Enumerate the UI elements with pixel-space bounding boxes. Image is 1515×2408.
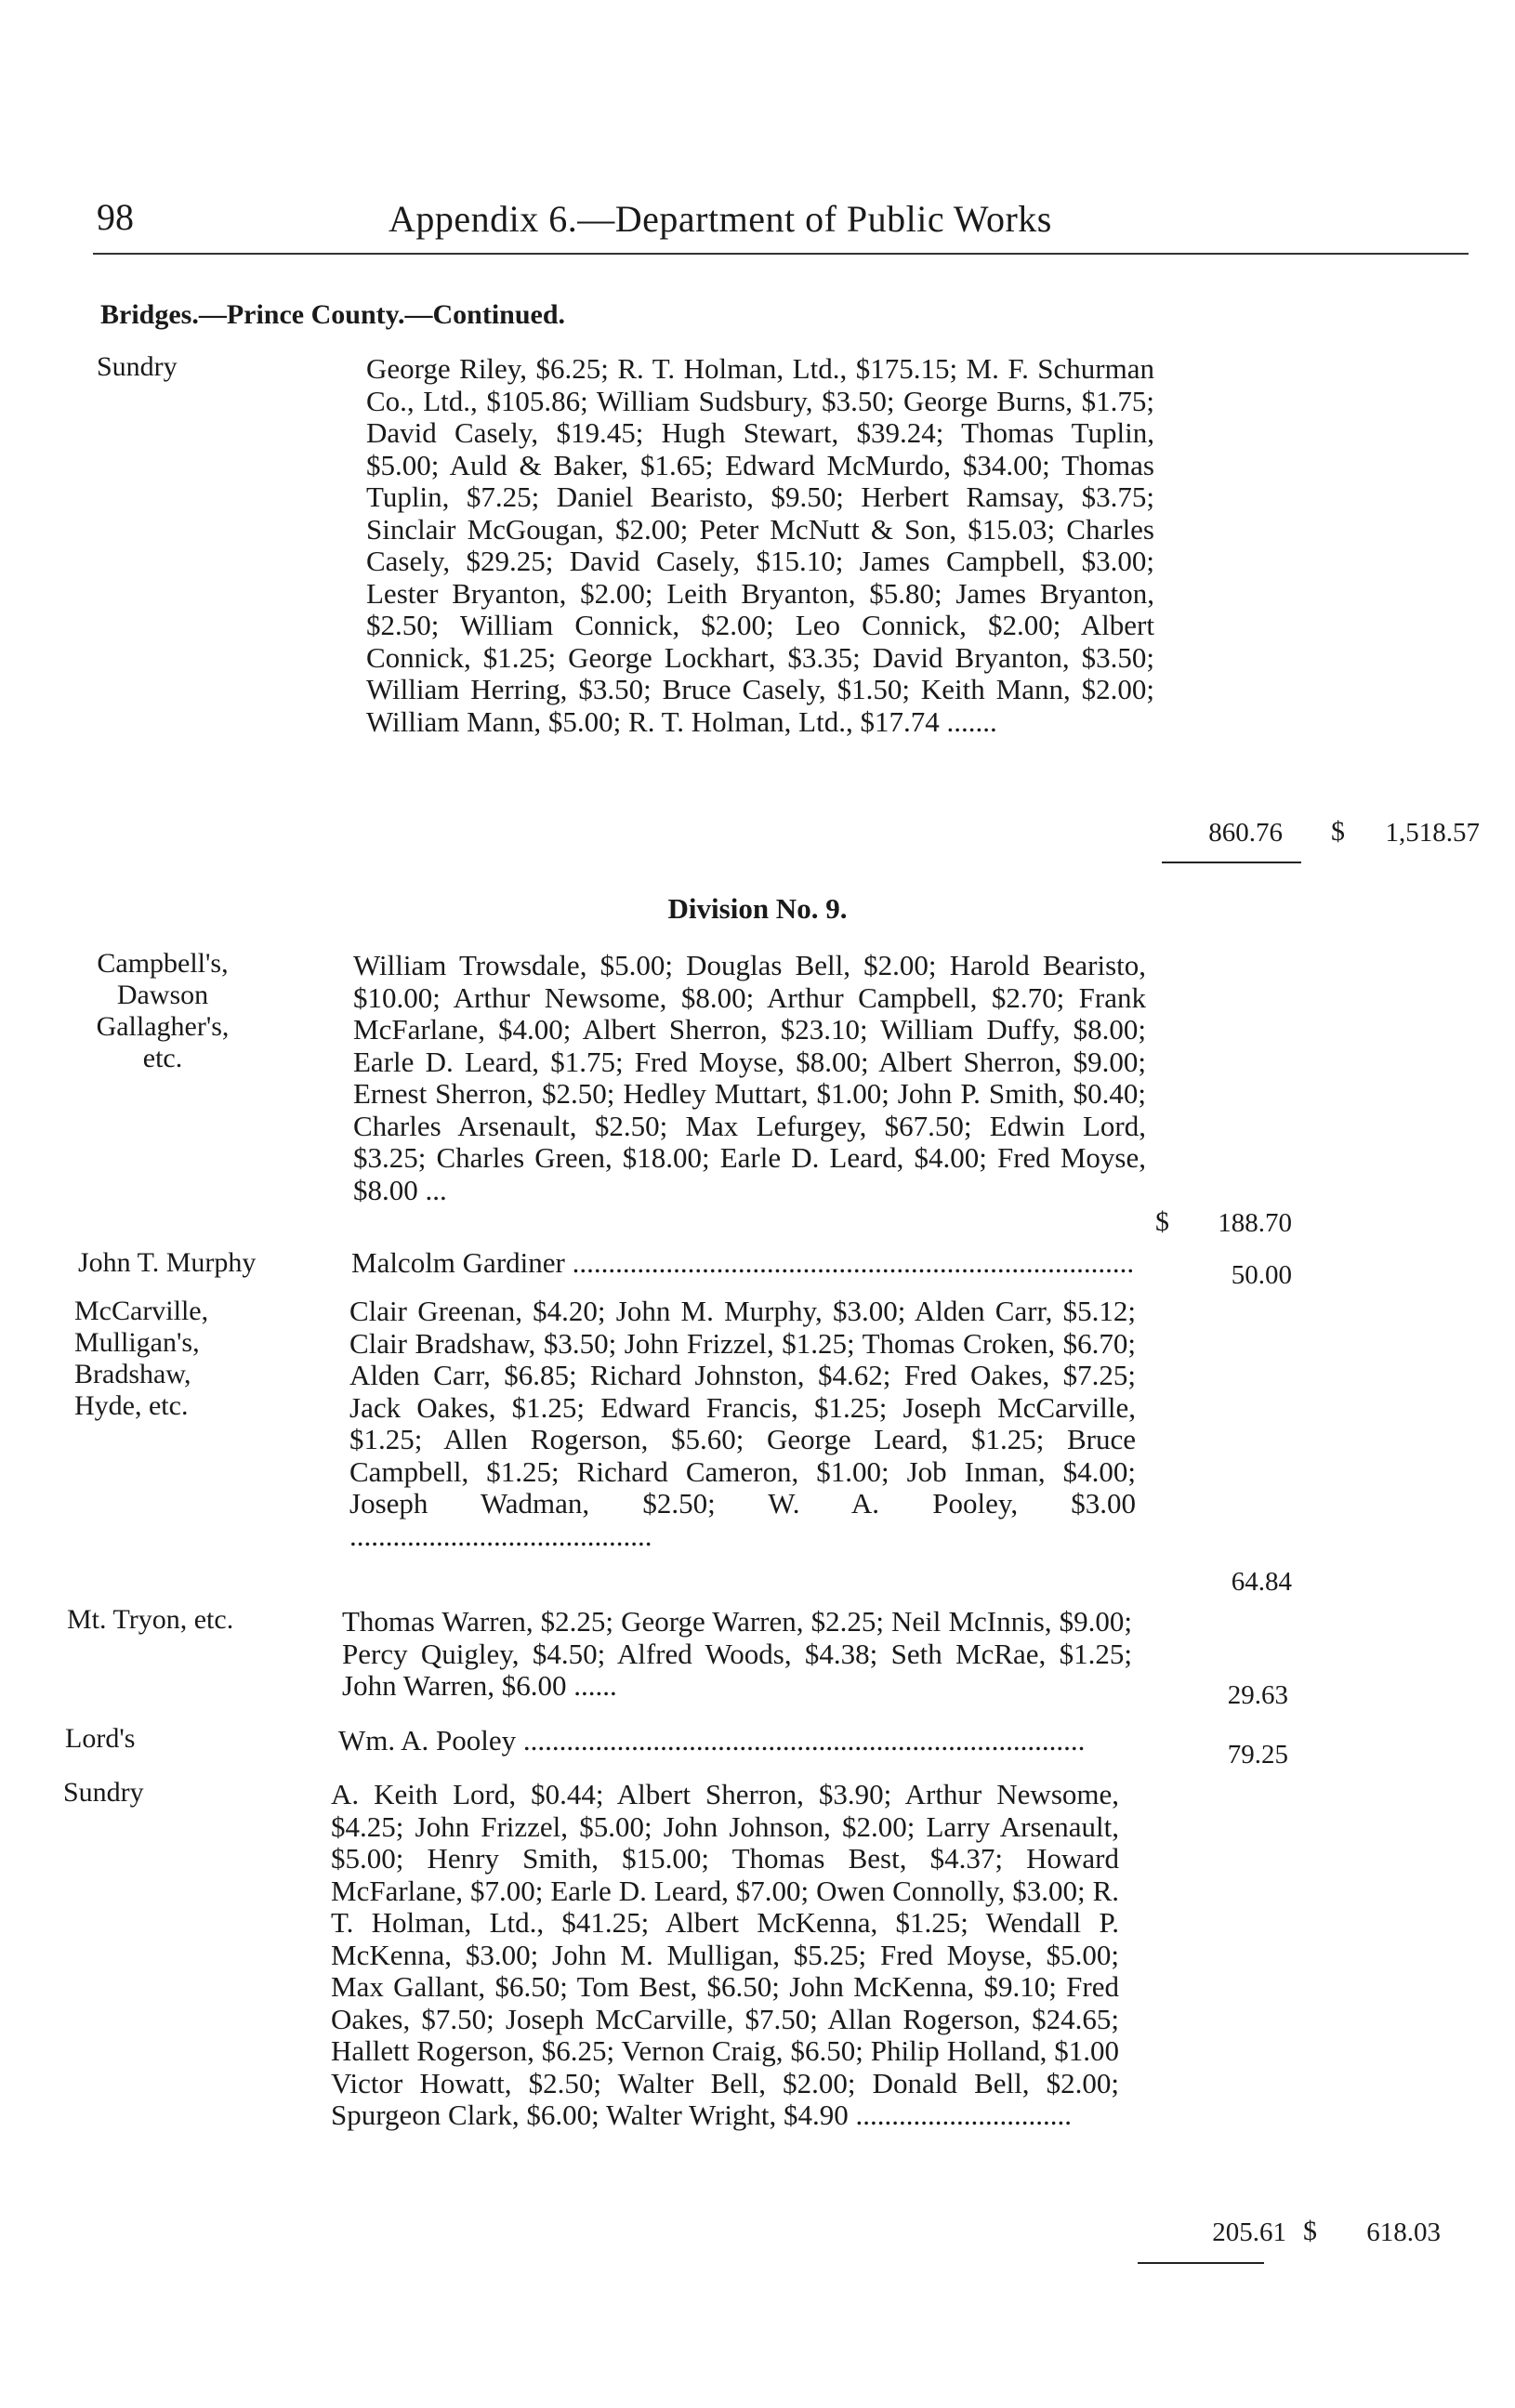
entry-amount: 205.61 [1212, 2217, 1286, 2247]
dot-leader: ... [425, 1173, 447, 1206]
dot-leader: ....... [946, 704, 997, 738]
entry-text-content: Thomas Warren, $2.25; George Warren, $2.25; Neil McInnis, $9.00; Percy Quigley, $4.50; Alfred Woods, $4.38; Seth McRae, $1.25; John Warren, $6.00 [342, 1605, 1132, 1702]
entry-text-content: Wm. A. Pooley [338, 1725, 517, 1757]
entry-text-content: George Riley, $6.25; R. T. Holman, Ltd., $175.15; M. F. Schurman Co., Ltd., $105.86; William Sudsbury, $3.50; George Burns, $1.75; David Casely, $19.45; Hugh Stewart, $39.24; Thomas Tuplin, $5.00; Auld & Baker, $1.65; Edward McMurdo, $34.00; Thomas Tuplin, $7.25; Daniel Bearisto, $9.50; Herbert Ramsay, $3.75; Sinclair McGougan, $2.00; Peter McNutt & Son, $15.03; Charles Casely, $29.25; David Casely, $15.10; James Campbell, $3.00; Lester Bryanton, $2.00; Leith Bryanton, $5.80; James Bryanton, $2.50; William Connick, $2.00; Leo Connick, $2.00; Albert Connick, $1.25; George Lockhart, $3.35; David Bryanton, $3.50; William Herring, $3.50; Bruce Casely, $1.50; Keith Mann, $2.00; William Mann, $5.00; R. T. Holman, Ltd., $17.74 [366, 352, 1154, 738]
entry-label: John T. Murphy [78, 1247, 257, 1278]
total-rule [1138, 2262, 1264, 2264]
entry-label: Lord's [65, 1723, 136, 1754]
entry-label: Sundry [97, 351, 178, 382]
section-heading: Bridges.—Prince County.—Continued. [100, 299, 566, 330]
entry-text [353, 950, 1146, 1206]
entry-label: Mt. Tryon, etc. [67, 1604, 234, 1635]
entry-text [331, 1779, 1119, 2132]
dot-leader: ...... [573, 1669, 617, 1702]
running-total: 618.03 [1366, 2217, 1441, 2247]
dot-leader: .............................. [855, 2099, 1073, 2131]
total-rule [1162, 862, 1301, 863]
entry-amount: 79.25 [1227, 1740, 1288, 1770]
entry-label: McCarville, Mulligan's, Bradshaw, Hyde, etc. [74, 1296, 209, 1421]
entry-text-content: William Trowsdale, $5.00; Douglas Bell, $2.00; Harold Bearisto, $10.00; Arthur Newsome, $8.00; Arthur Campbell, $2.70; Frank McFarlane, $4.00; Albert Sherron, $23.10; William Duffy, $8.00; Earle D. Leard, $1.75; Fred Moyse, $8.00; Albert Sherron, $9.00; Ernest Sherron, $2.50; Hedley Muttart, $1.00; John P. Smith, $0.40; Charles Arsenault, $2.50; Max Lefurgey, $67.50; Edwin Lord, $3.25; Charles Green, $18.00; Earle D. Leard, $4.00; Fred Moyse, $8.00 [353, 949, 1146, 1206]
dot-leader: .......................................... [349, 1519, 652, 1552]
running-total: 1,518.57 [1385, 818, 1480, 848]
entry-amount: 50.00 [1231, 1260, 1292, 1290]
running-title: Appendix 6.—Department of Public Works [389, 198, 1052, 240]
entry-text [351, 1247, 1141, 1280]
entry-amount: 29.63 [1227, 1680, 1288, 1710]
entry-text-content: Malcolm Gardiner [351, 1247, 565, 1279]
entry-label: Campbell's, Dawson Gallagher's, etc. [96, 948, 230, 1073]
entry-text [349, 1296, 1136, 1552]
entry-text [366, 353, 1154, 738]
entry-text [342, 1606, 1132, 1703]
dollar-sign: $ [1303, 2216, 1317, 2246]
entry-text [338, 1725, 1130, 1757]
dot-leader: .............................................................................. [572, 1247, 1135, 1279]
header-rule [93, 253, 1469, 255]
page-number: 98 [97, 196, 134, 238]
dot-leader: .............................................................................. [522, 1725, 1086, 1757]
dollar-sign: $ [1155, 1206, 1169, 1237]
entry-amount: 188.70 [1218, 1208, 1292, 1238]
entry-text-content: A. Keith Lord, $0.44; Albert Sherron, $3.90; Arthur Newsome, $4.25; John Frizzel, $5.00; John Johnson, $2.00; Larry Arsenault, $5.00; Henry Smith, $15.00; Thomas Best, $4.37; Howard McFarlane, $7.00; Earle D. Leard, $7.00; Owen Connolly, $3.00; R. T. Holman, Ltd., $41.25; Albert McKenna, $1.25; Wendall P. McKenna, $3.00; John M. Mulligan, $5.25; Fred Moyse, $5.00; Max Gallant, $6.50; Tom Best, $6.50; John McKenna, $9.10; Fred Oakes, $7.50; Joseph McCarville, $7.50; Allan Rogerson, $24.65; Hallett Rogerson, $6.25; Vernon Craig, $6.50; Philip Holland, $1.00 Victor Howatt, $2.50; Walter Bell, $2.00; Donald Bell, $2.00; Spurgeon Clark, $6.00; Walter Wright, $4.90 [331, 1778, 1119, 2131]
entry-label: Sundry [63, 1777, 144, 1808]
dollar-sign: $ [1331, 816, 1345, 847]
entry-text-content: Clair Greenan, $4.20; John M. Murphy, $3.00; Alden Carr, $5.12; Clair Bradshaw, $3.50; John Frizzel, $1.25; Thomas Croken, $6.70; Alden Carr, $6.85; Richard Johnston, $4.62; Fred Oakes, $7.25; Jack Oakes, $1.25; Edward Francis, $1.25; Joseph McCarville, $1.25; Allen Rogerson, $5.60; George Leard, $1.25; Bruce Campbell, $1.25; Richard Cameron, $1.00; Job Inman, $4.00; Joseph Wadman, $2.50; W. A. Pooley, $3.00 [349, 1295, 1136, 1520]
division-heading: Division No. 9. [667, 892, 848, 925]
entry-amount: 860.76 [1208, 818, 1283, 848]
entry-amount: 64.84 [1231, 1567, 1292, 1597]
